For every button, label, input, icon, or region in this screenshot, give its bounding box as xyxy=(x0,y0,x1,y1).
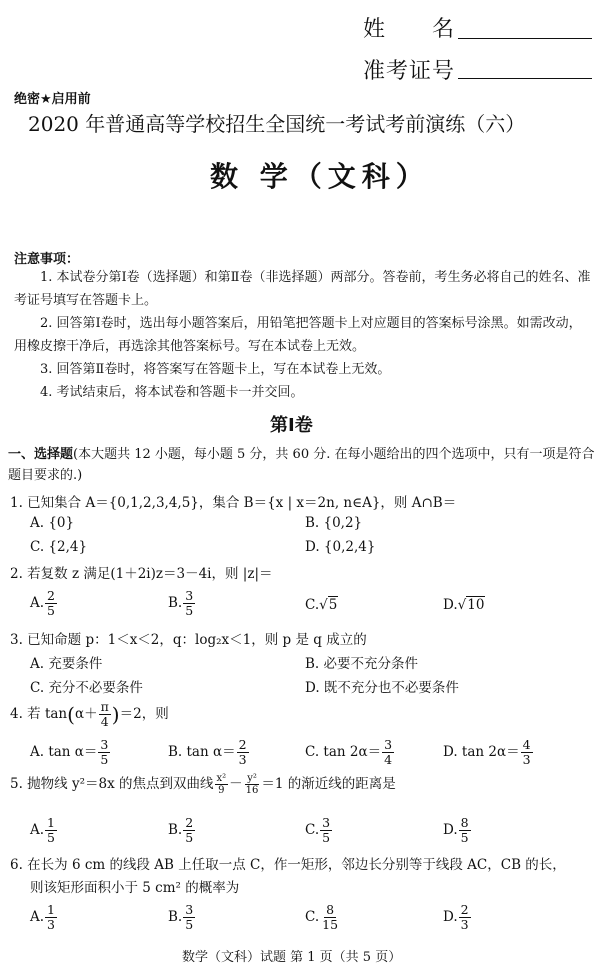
q4-d-num: 4 xyxy=(522,737,531,752)
q6-a-fraction xyxy=(45,903,57,932)
q1-option-d[interactable]: D. {0,2,4} xyxy=(305,539,376,555)
q2-b-label: B. xyxy=(168,595,183,611)
q4-stem-post: ＝2，则 xyxy=(119,706,169,722)
q4-a-fraction xyxy=(98,738,110,767)
q4-four: 4 xyxy=(100,714,109,729)
q5-option-c[interactable] xyxy=(305,816,333,845)
section-heading xyxy=(8,444,598,486)
q5-c-num: 3 xyxy=(322,815,331,830)
q3-option-b[interactable]: B. 必要不充分条件 xyxy=(305,656,419,672)
q4-c-den: 4 xyxy=(384,752,393,767)
q5-b-label: B. xyxy=(168,822,183,838)
q2-b-den: 5 xyxy=(185,603,194,618)
q4-d-label: D. tan 2α＝ xyxy=(443,744,520,760)
q3-option-a[interactable]: A. 充要条件 xyxy=(30,656,103,672)
q6-d-den: 3 xyxy=(460,917,469,932)
ticket-label: 准考证号 xyxy=(363,59,456,84)
q4-a-num: 3 xyxy=(100,737,109,752)
q2-d-label: D. xyxy=(443,597,458,613)
name-label: 姓 名 xyxy=(363,17,456,42)
q6-a-den: 3 xyxy=(47,917,55,932)
q6-a-num: 1 xyxy=(47,902,55,917)
q6-b-label: B. xyxy=(168,909,183,925)
q5-b-den: 5 xyxy=(185,830,194,845)
name-input-line[interactable] xyxy=(458,38,592,39)
q4-a-den: 5 xyxy=(100,752,109,767)
q6-b-num: 3 xyxy=(185,902,194,917)
q4-option-d[interactable] xyxy=(443,738,534,767)
q4-stem-pre: 4. 若 tan xyxy=(10,706,68,722)
q5-stem-pre: 5. 抛物线 y²＝8x 的焦点到双曲线 xyxy=(10,776,214,792)
q4-option-b[interactable] xyxy=(168,738,250,767)
q4-pi-fraction xyxy=(99,700,111,729)
ticket-input-line[interactable] xyxy=(458,78,592,79)
subject-title: 数 学（文科） xyxy=(210,160,430,193)
q5-minus: － xyxy=(229,776,243,792)
q6-d-fraction xyxy=(459,903,471,932)
q6-b-den: 5 xyxy=(185,917,194,932)
q4-c-num: 3 xyxy=(384,737,393,752)
q4-d-fraction xyxy=(521,738,533,767)
q6-d-label: D. xyxy=(443,909,458,925)
q5-option-a[interactable] xyxy=(30,816,58,845)
q6-d-num: 2 xyxy=(460,902,469,917)
q5-d-den: 5 xyxy=(460,830,469,845)
notice-item-4: 4. 考试结束后，将本试卷和答题卡一并交回。 xyxy=(40,385,304,400)
notice-item-2: 2. 回答第Ⅰ卷时，选出每小题答案后，用铅笔把答题卡上对应题目的答案标号涂黑。如需改动，用橡皮擦干净后，再选涂其他答案标号。写在本试卷上无效。 xyxy=(14,316,582,354)
q2-option-a[interactable] xyxy=(30,589,58,618)
volume-title: 第Ⅰ卷 xyxy=(270,415,313,436)
q5-d-label: D. xyxy=(443,822,458,838)
q4-b-num: 2 xyxy=(238,737,247,752)
section-label: 一、选择题 xyxy=(8,447,74,462)
q6-c-label: C. xyxy=(305,909,320,925)
q2-option-b[interactable] xyxy=(168,589,196,618)
q4-paren-left: ( xyxy=(67,702,75,727)
q2-c-label: C. xyxy=(305,597,320,613)
q4-stem xyxy=(10,700,169,729)
q5-option-b[interactable] xyxy=(168,816,196,845)
q1-option-a[interactable]: A. {0} xyxy=(30,515,75,531)
q5-a-den: 5 xyxy=(47,830,55,845)
notice-item-3: 3. 回答第Ⅱ卷时，将答案写在答题卡上，写在本试卷上无效。 xyxy=(40,362,391,377)
q6-option-b[interactable] xyxy=(168,903,196,932)
q3-option-c[interactable]: C. 充分不必要条件 xyxy=(30,680,143,696)
q4-d-den: 3 xyxy=(522,752,531,767)
q5-a-label: A. xyxy=(30,822,45,838)
q4-option-a[interactable] xyxy=(30,738,111,767)
q3-option-d[interactable]: D. 既不充分也不必要条件 xyxy=(305,680,459,696)
q1-stem: 1. 已知集合 A＝{0,1,2,3,4,5}，集合 B＝{x | x＝2n, n∈A}，则 A∩B＝ xyxy=(10,495,457,511)
q5-c-label: C. xyxy=(305,822,320,838)
q4-c-label: C. tan 2α＝ xyxy=(305,744,382,760)
q6-option-c[interactable] xyxy=(305,903,341,932)
q4-paren-right: ) xyxy=(111,702,120,727)
q1-option-c[interactable]: C. {2,4} xyxy=(30,539,88,555)
q4-c-fraction xyxy=(382,738,394,767)
q5-x2: x² xyxy=(216,773,227,784)
q2-stem: 2. 若复数 z 满足(1＋2i)z＝3－4i，则 |z|＝ xyxy=(10,566,273,582)
q4-option-c[interactable] xyxy=(305,738,395,767)
q2-a-num: 2 xyxy=(47,588,55,603)
q5-y2: y² xyxy=(247,773,257,784)
q2-d-value: 10 xyxy=(467,597,485,613)
section-desc: (本大题共 12 小题，每小题 5 分，共 60 分. 在每小题给出的四个选项中，只有一项是符合题目要求的.) xyxy=(8,447,595,483)
q5-d-fraction xyxy=(459,816,471,845)
q4-b-fraction xyxy=(237,738,249,767)
q6-c-num: 8 xyxy=(326,902,335,917)
q5-nine: 9 xyxy=(218,785,225,796)
q2-a-den: 5 xyxy=(47,603,55,618)
q2-b-fraction xyxy=(183,589,195,618)
q3-stem: 3. 已知命题 p：1＜x＜2，q：log₂x＜1，则 p 是 q 成立的 xyxy=(10,632,367,648)
q6-stem-line2: 则该矩形面积小于 5 cm² 的概率为 xyxy=(30,880,240,896)
q4-b-den: 3 xyxy=(238,752,247,767)
q4-pi: π xyxy=(100,699,109,714)
q2-option-d[interactable]: D.√10 xyxy=(443,597,485,613)
exam-title: 2020 年普通高等学校招生全国统一考试考前演练（六） xyxy=(28,112,526,136)
q5-x-fraction xyxy=(215,773,229,796)
q2-b-num: 3 xyxy=(185,588,194,603)
notice-heading: 注意事项： xyxy=(14,252,80,267)
q5-sixteen: 16 xyxy=(245,785,259,796)
q6-b-fraction xyxy=(183,903,195,932)
q6-stem-line1: 6. 在长为 6 cm 的线段 AB 上任取一点 C，作一矩形，邻边长分别等于线段 AC，CB 的长， xyxy=(10,857,566,873)
q6-a-label: A. xyxy=(30,909,45,925)
q2-c-value: 5 xyxy=(328,597,338,613)
q5-y-fraction xyxy=(244,773,261,796)
q2-option-c[interactable]: C.√5 xyxy=(305,597,338,613)
notice-item-1: 1. 本试卷分第Ⅰ卷（选择题）和第Ⅱ卷（非选择题）两部分。答卷前，考生务必将自己的姓名、准考证号填写在答题卡上。 xyxy=(14,270,591,308)
q5-c-fraction xyxy=(320,816,332,845)
q5-stem-post: ＝1 的渐近线的距离是 xyxy=(261,776,396,792)
q2-a-label: A. xyxy=(30,595,45,611)
q4-a-label: A. tan α＝ xyxy=(30,744,98,760)
q2-a-fraction xyxy=(45,589,57,618)
q5-a-fraction xyxy=(45,816,57,845)
q6-option-a[interactable] xyxy=(30,903,58,932)
q5-option-d[interactable] xyxy=(443,816,472,845)
q6-c-den: 15 xyxy=(322,917,339,932)
q5-d-num: 8 xyxy=(460,815,469,830)
q4-b-label: B. tan α＝ xyxy=(168,744,236,760)
q6-c-fraction xyxy=(320,903,340,932)
q5-b-num: 2 xyxy=(185,815,194,830)
q5-stem xyxy=(10,772,396,796)
confidential-mark: 绝密★启用前 xyxy=(14,92,91,107)
q6-option-d[interactable] xyxy=(443,903,472,932)
page-footer: 数学（文科）试题 第 1 页（共 5 页） xyxy=(182,950,402,965)
q4-alpha-plus: α＋ xyxy=(74,706,98,722)
q5-c-den: 5 xyxy=(322,830,331,845)
q1-option-b[interactable]: B. {0,2} xyxy=(305,515,363,531)
q5-b-fraction xyxy=(183,816,195,845)
q5-a-num: 1 xyxy=(47,815,55,830)
notice-block xyxy=(14,266,594,404)
